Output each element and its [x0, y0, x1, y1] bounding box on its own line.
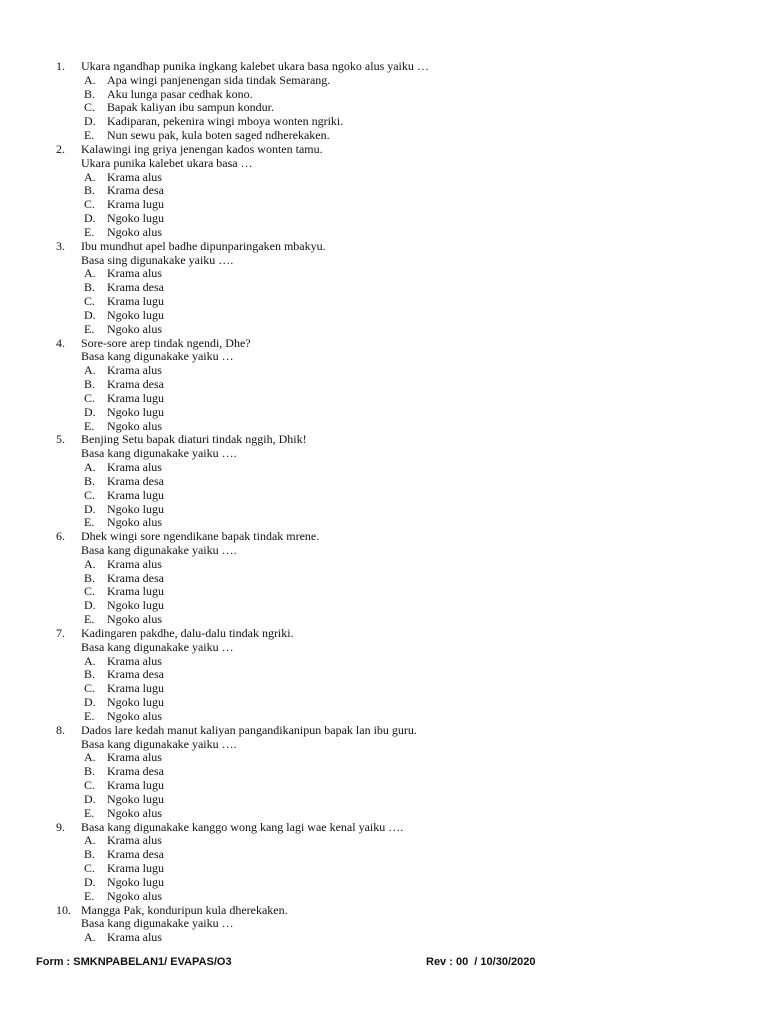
question-text: Basa kang digunakake kanggo wong kang lagi wae kenal yaiku …. — [81, 819, 404, 834]
answer-option — [0, 503, 768, 517]
answer-option — [0, 364, 768, 378]
answer-option — [0, 793, 768, 807]
question-number: 7. — [56, 625, 65, 640]
question-line — [0, 641, 768, 655]
option-letter: C. — [84, 197, 96, 212]
option-text: Ngoko lugu — [107, 695, 164, 710]
question-line — [0, 60, 768, 74]
question-number: 3. — [56, 238, 65, 253]
question-number: 4. — [56, 335, 65, 350]
answer-option — [0, 461, 768, 475]
answer-option — [0, 655, 768, 669]
option-text: Krama alus — [107, 930, 162, 945]
option-text: Ngoko alus — [107, 418, 162, 433]
answer-option — [0, 779, 768, 793]
option-letter: C. — [84, 390, 96, 405]
answer-option — [0, 392, 768, 406]
answer-option — [0, 489, 768, 503]
option-letter: C. — [84, 100, 96, 115]
option-text: Krama lugu — [107, 390, 164, 405]
answer-option — [0, 171, 768, 185]
answer-option — [0, 862, 768, 876]
question-line — [0, 433, 768, 447]
option-text: Aku lunga pasar cedhak kono. — [107, 86, 253, 101]
option-letter: D. — [84, 501, 96, 516]
option-text: Kadiparan, pekenira wingi mboya wonten ngriki. — [107, 114, 344, 129]
option-text: Ngoko alus — [107, 805, 162, 820]
option-text: Krama desa — [107, 280, 164, 295]
option-text: Krama alus — [107, 556, 162, 571]
question-text: Kadingaren pakdhe, dalu-dalu tindak ngriki. — [81, 625, 294, 640]
option-text: Krama lugu — [107, 584, 164, 599]
option-letter: A. — [84, 169, 96, 184]
option-letter: A. — [84, 460, 96, 475]
option-text: Ngoko alus — [107, 321, 162, 336]
option-letter: E. — [84, 128, 95, 143]
answer-option — [0, 420, 768, 434]
option-letter: E. — [84, 888, 95, 903]
option-letter: C. — [84, 681, 96, 696]
option-text: Ngoko lugu — [107, 501, 164, 516]
question-item — [0, 337, 768, 434]
answer-option — [0, 668, 768, 682]
question-line — [0, 240, 768, 254]
question-line — [0, 530, 768, 544]
option-text: Krama lugu — [107, 681, 164, 696]
option-text: Krama alus — [107, 266, 162, 281]
question-item — [0, 821, 768, 904]
question-line — [0, 627, 768, 641]
option-text: Krama desa — [107, 764, 164, 779]
question-line — [0, 724, 768, 738]
option-text: Krama lugu — [107, 197, 164, 212]
question-line — [0, 350, 768, 364]
option-letter: E. — [84, 321, 95, 336]
option-letter: D. — [84, 114, 96, 129]
option-text: Krama alus — [107, 460, 162, 475]
option-letter: B. — [84, 764, 96, 779]
question-text: Ukara ngandhap punika ingkang kalebet ukara basa ngoko alus yaiku … — [81, 59, 429, 73]
question-text: Sore-sore arep tindak ngendi, Dhe? — [81, 335, 251, 350]
option-letter: B. — [84, 847, 96, 862]
question-number: 2. — [56, 141, 65, 156]
option-letter: A. — [84, 653, 96, 668]
question-number: 9. — [56, 819, 65, 834]
answer-option — [0, 765, 768, 779]
question-text: Basa kang digunakake yaiku …. — [81, 542, 237, 557]
answer-option — [0, 184, 768, 198]
option-letter: D. — [84, 404, 96, 419]
answer-option — [0, 74, 768, 88]
option-text: Ngoko alus — [107, 612, 162, 627]
option-text: Ngoko lugu — [107, 307, 164, 322]
question-text: Basa kang digunakake yaiku … — [81, 639, 234, 654]
answer-option — [0, 475, 768, 489]
option-text: Krama desa — [107, 473, 164, 488]
option-text: Krama alus — [107, 363, 162, 378]
option-letter: B. — [84, 183, 96, 198]
option-text: Nun sewu pak, kula boten saged ndherekaken. — [107, 128, 330, 143]
question-list — [0, 60, 768, 945]
option-letter: C. — [84, 487, 96, 502]
option-text: Ngoko alus — [107, 708, 162, 723]
option-letter: A. — [84, 556, 96, 571]
option-text: Krama lugu — [107, 778, 164, 793]
answer-option — [0, 599, 768, 613]
answer-option — [0, 890, 768, 904]
revision-date: Rev : 00 / 10/30/2020 — [426, 956, 536, 968]
option-text: Krama lugu — [107, 487, 164, 502]
question-item — [0, 143, 768, 240]
question-number: 5. — [56, 432, 65, 447]
question-item — [0, 724, 768, 821]
question-text: Dhek wingi sore ngendikane bapak tindak mrene. — [81, 529, 320, 544]
answer-option — [0, 323, 768, 337]
option-letter: D. — [84, 211, 96, 226]
option-text: Ngoko lugu — [107, 211, 164, 226]
option-text: Krama alus — [107, 169, 162, 184]
answer-option — [0, 378, 768, 392]
option-letter: B. — [84, 86, 96, 101]
option-letter: E. — [84, 418, 95, 433]
answer-option — [0, 710, 768, 724]
question-item — [0, 530, 768, 627]
option-letter: A. — [84, 750, 96, 765]
option-text: Bapak kaliyan ibu sampun kondur. — [107, 100, 274, 115]
answer-option — [0, 807, 768, 821]
option-text: Krama lugu — [107, 861, 164, 876]
option-letter: E. — [84, 805, 95, 820]
option-text: Krama desa — [107, 667, 164, 682]
question-line — [0, 821, 768, 835]
answer-option — [0, 212, 768, 226]
option-letter: B. — [84, 473, 96, 488]
option-letter: E. — [84, 708, 95, 723]
option-text: Ngoko lugu — [107, 598, 164, 613]
option-text: Apa wingi panjenengan sida tindak Semarang. — [107, 72, 331, 87]
option-text: Ngoko alus — [107, 515, 162, 530]
option-text: Krama desa — [107, 847, 164, 862]
option-text: Krama desa — [107, 183, 164, 198]
question-text: Basa sing digunakake yaiku …. — [81, 252, 234, 267]
question-line — [0, 337, 768, 351]
answer-option — [0, 585, 768, 599]
answer-option — [0, 226, 768, 240]
question-line — [0, 544, 768, 558]
option-letter: B. — [84, 377, 96, 392]
answer-option — [0, 682, 768, 696]
question-item — [0, 433, 768, 530]
question-text: Mangga Pak, konduripun kula dherekaken. — [81, 902, 288, 917]
question-line — [0, 143, 768, 157]
question-line — [0, 447, 768, 461]
option-letter: A. — [84, 363, 96, 378]
question-text: Basa kang digunakake yaiku …. — [81, 446, 237, 461]
answer-option — [0, 931, 768, 945]
option-text: Ngoko alus — [107, 224, 162, 239]
option-letter: B. — [84, 280, 96, 295]
option-letter: D. — [84, 695, 96, 710]
option-letter: C. — [84, 294, 96, 309]
option-text: Ngoko alus — [107, 888, 162, 903]
option-letter: E. — [84, 515, 95, 530]
option-text: Krama alus — [107, 653, 162, 668]
question-number: 6. — [56, 529, 65, 544]
option-letter: B. — [84, 667, 96, 682]
option-text: Ngoko lugu — [107, 404, 164, 419]
answer-option — [0, 751, 768, 765]
question-text: Ibu mundhut apel badhe dipunparingaken mbakyu. — [81, 238, 326, 253]
answer-option — [0, 876, 768, 890]
option-letter: C. — [84, 778, 96, 793]
question-line — [0, 254, 768, 268]
answer-option — [0, 613, 768, 627]
answer-option — [0, 88, 768, 102]
answer-option — [0, 115, 768, 129]
option-text: Ngoko lugu — [107, 874, 164, 889]
answer-option — [0, 696, 768, 710]
answer-option — [0, 295, 768, 309]
option-letter: D. — [84, 791, 96, 806]
answer-option — [0, 267, 768, 281]
question-item — [0, 627, 768, 724]
answer-option — [0, 848, 768, 862]
question-line — [0, 917, 768, 931]
option-letter: A. — [84, 833, 96, 848]
question-text: Dados lare kedah manut kaliyan pangandikanipun bapak lan ibu guru. — [81, 722, 417, 737]
option-letter: C. — [84, 584, 96, 599]
question-text: Basa kang digunakake yaiku … — [81, 349, 234, 364]
option-letter: D. — [84, 307, 96, 322]
option-letter: A. — [84, 72, 96, 87]
option-text: Krama alus — [107, 833, 162, 848]
question-text: Basa kang digunakake yaiku …. — [81, 736, 237, 751]
question-line — [0, 738, 768, 752]
option-letter: C. — [84, 861, 96, 876]
question-text: Benjing Setu bapak diaturi tindak nggih, Dhik! — [81, 432, 307, 447]
option-letter: D. — [84, 874, 96, 889]
answer-option — [0, 129, 768, 143]
question-item — [0, 904, 768, 945]
answer-option — [0, 309, 768, 323]
answer-option — [0, 101, 768, 115]
option-text: Krama desa — [107, 570, 164, 585]
question-text: Basa kang digunakake yaiku … — [81, 916, 234, 931]
answer-option — [0, 516, 768, 530]
option-letter: A. — [84, 266, 96, 281]
question-text: Ukara punika kalebet ukara basa … — [81, 155, 253, 170]
form-code: Form : SMKNPABELAN1/ EVAPAS/O3 — [36, 956, 232, 968]
question-line — [0, 157, 768, 171]
option-text: Ngoko lugu — [107, 791, 164, 806]
question-text: Kalawingi ing griya jenengan kados wonten tamu. — [81, 141, 323, 156]
page-footer — [0, 956, 768, 972]
option-letter: A. — [84, 930, 96, 945]
option-text: Krama alus — [107, 750, 162, 765]
option-text: Krama desa — [107, 377, 164, 392]
answer-option — [0, 406, 768, 420]
answer-option — [0, 572, 768, 586]
answer-option — [0, 198, 768, 212]
option-letter: D. — [84, 598, 96, 613]
option-letter: E. — [84, 224, 95, 239]
question-item — [0, 60, 768, 143]
question-line — [0, 904, 768, 918]
question-number: 1. — [56, 59, 65, 73]
option-text: Krama lugu — [107, 294, 164, 309]
answer-option — [0, 281, 768, 295]
answer-option — [0, 834, 768, 848]
option-letter: E. — [84, 612, 95, 627]
question-number: 8. — [56, 722, 65, 737]
question-number: 10. — [56, 902, 71, 917]
answer-option — [0, 558, 768, 572]
question-item — [0, 240, 768, 337]
option-letter: B. — [84, 570, 96, 585]
